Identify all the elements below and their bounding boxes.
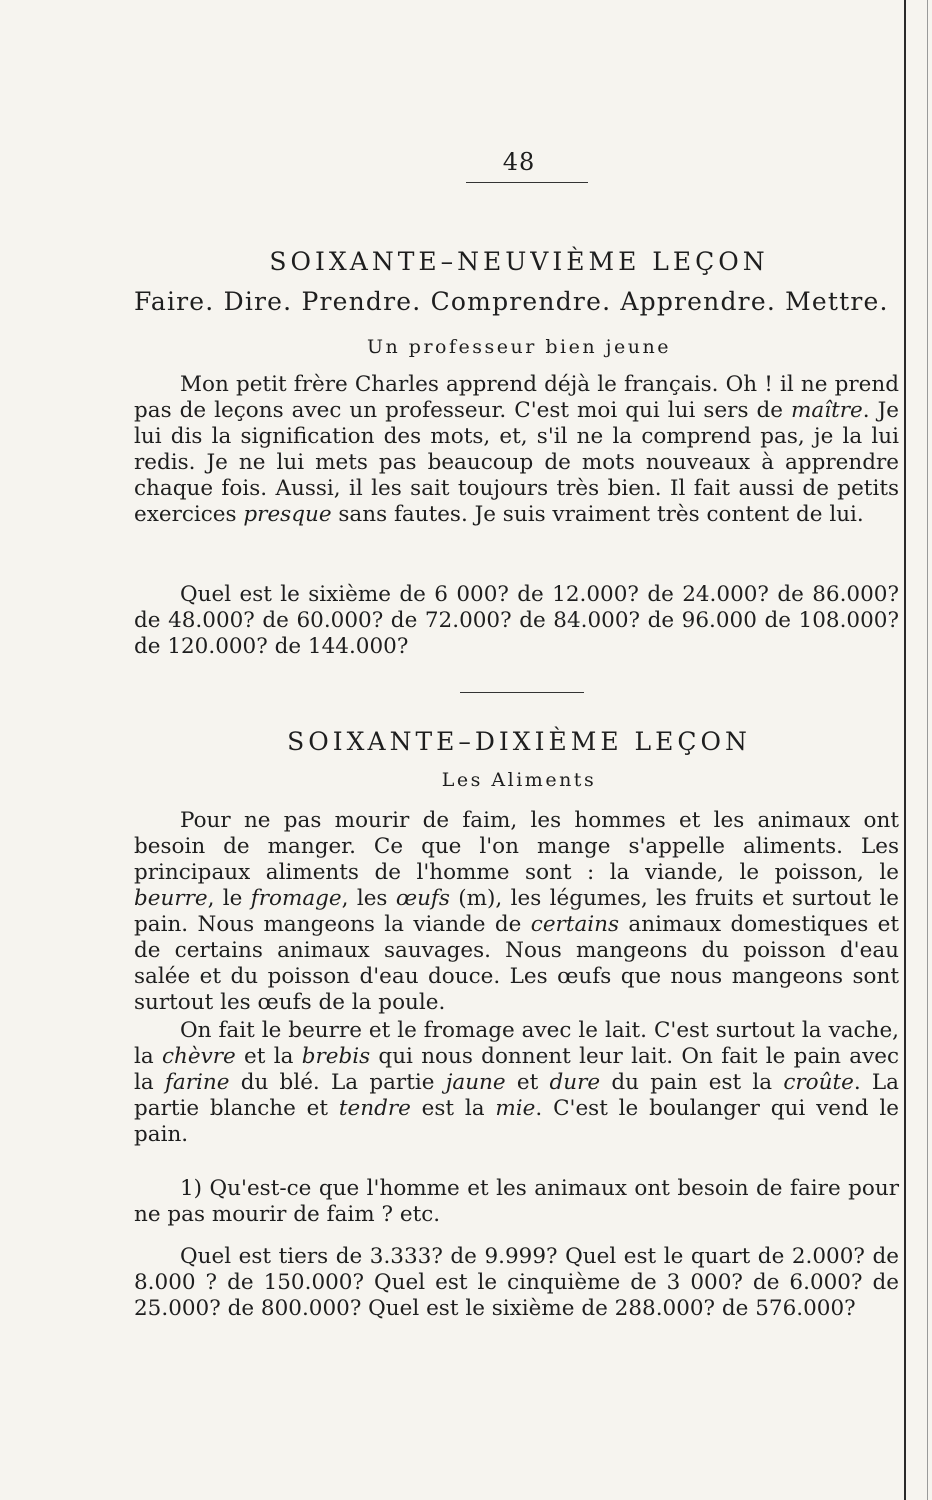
text-run: du pain est la: [600, 1070, 784, 1095]
text-run: . Je lui dis la signification des mots, et, s'il ne la comprend pas, je la lui redis. Je ne lui mets pas beaucoup de mots nouveaux à apprendre chaque fois. Aussi, il les sait toujours très bien. Il fait aussi de petits exercices: [134, 398, 899, 527]
italic-term: certains: [530, 912, 620, 937]
italic-term: presque: [243, 502, 332, 527]
page-number-rule: [466, 182, 588, 183]
lesson-69-verbs: Faire. Dire. Prendre. Comprendre. Apprendre. Mettre.: [134, 287, 889, 316]
italic-term: maître: [791, 398, 863, 423]
lesson-70-subtitle: Les Aliments: [441, 769, 597, 791]
lesson-70-paragraph-2: [134, 1018, 899, 1148]
page-edge-outer: [927, 0, 928, 1500]
italic-term: fromage: [250, 886, 342, 911]
text-run: animaux domestiques et de certains animaux sauvages. Nous mangeons du poisson d'eau salée et du poisson d'eau douce. Les œufs que nous mangeons sont surtout les œufs de la poule.: [134, 912, 900, 1015]
text-run: est la: [410, 1096, 496, 1121]
text-run: Pour ne pas mourir de faim, les hommes et les animaux ont besoin de manger. Ce que l'on mange s'appelle aliments. Les principaux aliments de l'homme sont : la viande, le poisson, le: [134, 808, 899, 885]
italic-term: œufs: [395, 886, 450, 911]
italic-term: jaune: [445, 1070, 506, 1095]
italic-term: dure: [549, 1070, 601, 1095]
text-run: . La partie blanche et: [134, 1070, 900, 1121]
italic-term: croûte: [783, 1070, 854, 1095]
text-run: (m), les légumes, les fruits et surtout le pain. Nous mangeons la viande de: [134, 886, 899, 937]
text-run: du blé. La partie: [229, 1070, 446, 1095]
page-number: 48: [502, 148, 536, 176]
text-run: sans fautes. Je suis vraiment très content de lui.: [331, 502, 864, 527]
italic-term: mie: [495, 1096, 536, 1121]
lesson-70-paragraph-1: [134, 808, 899, 1016]
lesson-69-title: SOIXANTE–NEUVIÈME LEÇON: [269, 247, 769, 276]
lesson-70-exercise: Quel est tiers de 3.333? de 9.999? Quel est le quart de 2.000? de 8.000 ? de 150.000? Quel est le cinquième de 3 000? de 6.000? de 25.000? de 800.000? Quel est le sixième de 288.000? de 576.000?: [134, 1244, 899, 1321]
italic-term: beurre: [134, 886, 208, 911]
lesson-69-exercise: Quel est le sixième de 6 000? de 12.000? de 24.000? de 86.000? de 48.000? de 60.000? de 72.000? de 84.000? de 96.000 de 108.000? de 120.000? de 144.000?: [134, 582, 899, 659]
text-run: qui nous donnent leur lait. On fait le pain avec la: [134, 1044, 900, 1095]
lesson-69-subtitle: Un professeur bien jeune: [367, 336, 671, 358]
italic-term: farine: [164, 1070, 230, 1095]
text-run: et: [505, 1070, 550, 1095]
text-run: et la: [235, 1044, 302, 1069]
text-run: , les: [341, 886, 396, 911]
text-run: . C'est le boulanger qui vend le pain.: [134, 1096, 899, 1147]
italic-term: brebis: [301, 1044, 371, 1069]
lesson-70-question: 1) Qu'est-ce que l'homme et les animaux ont besoin de faire pour ne pas mourir de faim ? etc.: [134, 1176, 899, 1227]
lesson-70-title: SOIXANTE–DIXIÈME LEÇON: [287, 727, 751, 756]
italic-term: tendre: [338, 1096, 411, 1121]
section-divider: [460, 692, 584, 693]
text-run: On fait le beurre et le fromage avec le lait. C'est surtout la vache, la: [134, 1018, 899, 1069]
text-run: Mon petit frère Charles apprend déjà le français. Oh ! il ne prend pas de leçons avec un professeur. C'est moi qui lui sers de: [134, 372, 899, 423]
italic-term: chèvre: [162, 1044, 236, 1069]
text-run: , le: [207, 886, 251, 911]
lesson-69-story: [134, 372, 899, 528]
page-edge: [904, 0, 906, 1500]
